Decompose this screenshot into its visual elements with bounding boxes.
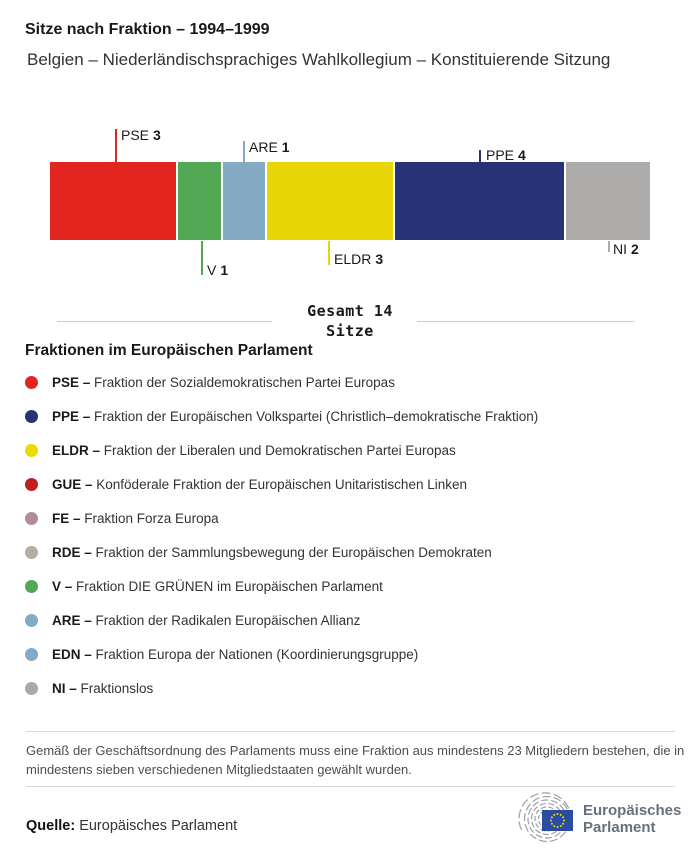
- legend-item-are: [25, 613, 360, 627]
- bar-label-v-seats: 1: [220, 262, 229, 278]
- legend-code: FE –: [52, 510, 81, 526]
- legend-item-v: [25, 579, 383, 593]
- logo-wordmark-line2: Parlament: [583, 819, 656, 836]
- legend-item-pse: [25, 375, 395, 389]
- bar-label-are-seats: 1: [281, 139, 290, 155]
- legend-item-eldr: [25, 443, 456, 457]
- legend-item-text: [52, 443, 456, 458]
- bar-label-pse-code: PSE: [121, 127, 150, 143]
- legend-name: Fraktionslos: [80, 680, 154, 696]
- legend-code: PPE –: [52, 408, 91, 424]
- bar-segment-v: [178, 162, 220, 240]
- legend-code: PSE –: [52, 374, 91, 390]
- footer-divider-bottom: [26, 786, 675, 787]
- tick-pse: [115, 129, 117, 163]
- legend-name: Fraktion der Sammlungsbewegung der Europäischen Demokraten: [95, 544, 492, 560]
- footnote-line1: Gemäß der Geschäftsordnung des Parlaments muss eine Fraktion aus mindestens 23 Mitgliedern bestehen, die in: [26, 743, 685, 758]
- tick-are: [243, 141, 245, 163]
- legend-item-text: [52, 613, 360, 628]
- bar-label-pse: [121, 127, 161, 143]
- legend-item-text: [52, 477, 467, 492]
- page-subtitle: Belgien – Niederländischsprachiges Wahlkollegium – Konstituierende Sitzung: [27, 50, 611, 69]
- legend-name: Fraktion Forza Europa: [84, 510, 219, 526]
- european-parliament-logo-icon: [507, 792, 579, 844]
- bar-label-pse-seats: 3: [153, 127, 161, 143]
- bar-label-v: [207, 262, 228, 278]
- bar-label-eldr-code: ELDR: [334, 251, 372, 267]
- bar-label-are-code: ARE: [249, 139, 278, 155]
- source-line: [26, 818, 237, 834]
- fe-color-dot: [25, 512, 38, 525]
- bar-label-ni: [613, 241, 639, 257]
- legend-heading: Fraktionen im Europäischen Parlament: [25, 342, 313, 359]
- bar-label-ni-seats: 2: [631, 241, 639, 257]
- legend-item-edn: [25, 647, 418, 661]
- source-value: Europäisches Parlament: [79, 818, 238, 834]
- legend-code: EDN –: [52, 646, 92, 662]
- gue-color-dot: [25, 478, 38, 491]
- ppe-color-dot: [25, 410, 38, 423]
- v-color-dot: [25, 580, 38, 593]
- legend-item-text: [52, 545, 492, 560]
- legend-name: Fraktion der Radikalen Europäischen Allianz: [95, 612, 361, 628]
- legend-code: ELDR –: [52, 442, 101, 458]
- are-color-dot: [25, 614, 38, 627]
- legend-item-gue: [25, 477, 467, 491]
- legend-name: Fraktion der Liberalen und Demokratischen Partei Europas: [103, 442, 456, 458]
- legend-name: Fraktion Europa der Nationen (Koordinierungsgruppe): [95, 646, 419, 662]
- bar-label-ni-code: NI: [613, 241, 627, 257]
- legend-item-fe: [25, 511, 219, 525]
- bar-label-are: [249, 139, 290, 155]
- eldr-color-dot: [25, 444, 38, 457]
- legend-code: GUE –: [52, 476, 93, 492]
- bar-label-eldr-seats: 3: [375, 251, 384, 267]
- stacked-seat-bar: [50, 162, 650, 240]
- legend-code: RDE –: [52, 544, 92, 560]
- bar-label-ppe-seats: 4: [518, 147, 526, 163]
- tick-v: [201, 241, 203, 275]
- tick-eldr: [328, 241, 330, 265]
- footer-divider-top: [26, 731, 675, 732]
- legend-name: Fraktion der Europäischen Volkspartei (Christlich–demokratische Fraktion): [94, 408, 539, 424]
- bar-segment-eldr: [267, 162, 393, 240]
- bar-segment-are: [223, 162, 265, 240]
- legend-code: NI –: [52, 680, 77, 696]
- page-title: Sitze nach Fraktion – 1994–1999: [25, 21, 270, 38]
- pse-color-dot: [25, 376, 38, 389]
- legend-item-rde: [25, 545, 492, 559]
- logo-wordmark: [583, 802, 681, 836]
- legend-item-text: [52, 375, 395, 390]
- tick-ni: [608, 241, 610, 252]
- total-seats-line1: Gesamt 14: [307, 302, 393, 320]
- legend-code: ARE –: [52, 612, 92, 628]
- legend-item-ni: [25, 681, 153, 695]
- total-seats-line2: Sitze: [326, 322, 374, 340]
- tick-ppe: [479, 150, 481, 163]
- legend-name: Fraktion der Sozialdemokratischen Partei Europas: [94, 374, 395, 390]
- bar-segment-ni: [566, 162, 650, 240]
- bar-label-eldr: [334, 251, 383, 267]
- legend-name: Fraktion DIE GRÜNEN im Europäischen Parlament: [76, 578, 383, 594]
- bar-label-ppe-code: PPE: [486, 147, 515, 163]
- footnote-line2: mindestens sieben verschiedenen Mitgliedstaaten gewählt wurden.: [26, 762, 412, 777]
- legend-item-text: [52, 647, 418, 662]
- legend-item-text: [52, 511, 219, 526]
- legend-name: Konföderale Fraktion der Europäischen Unitaristischen Linken: [96, 476, 467, 492]
- legend-item-text: [52, 681, 153, 696]
- bar-segment-pse: [50, 162, 176, 240]
- legend-code: V –: [52, 578, 73, 594]
- legend-item-text: [52, 409, 538, 424]
- legend-item-text: [52, 579, 383, 594]
- ni-color-dot: [25, 682, 38, 695]
- bar-segment-ppe: [395, 162, 564, 240]
- logo-wordmark-line1: Europäisches: [583, 802, 682, 819]
- edn-color-dot: [25, 648, 38, 661]
- source-label: Quelle:: [26, 818, 76, 834]
- bar-label-ppe: [486, 147, 526, 163]
- rde-color-dot: [25, 546, 38, 559]
- legend-item-ppe: [25, 409, 538, 423]
- bar-label-v-code: V: [207, 262, 217, 278]
